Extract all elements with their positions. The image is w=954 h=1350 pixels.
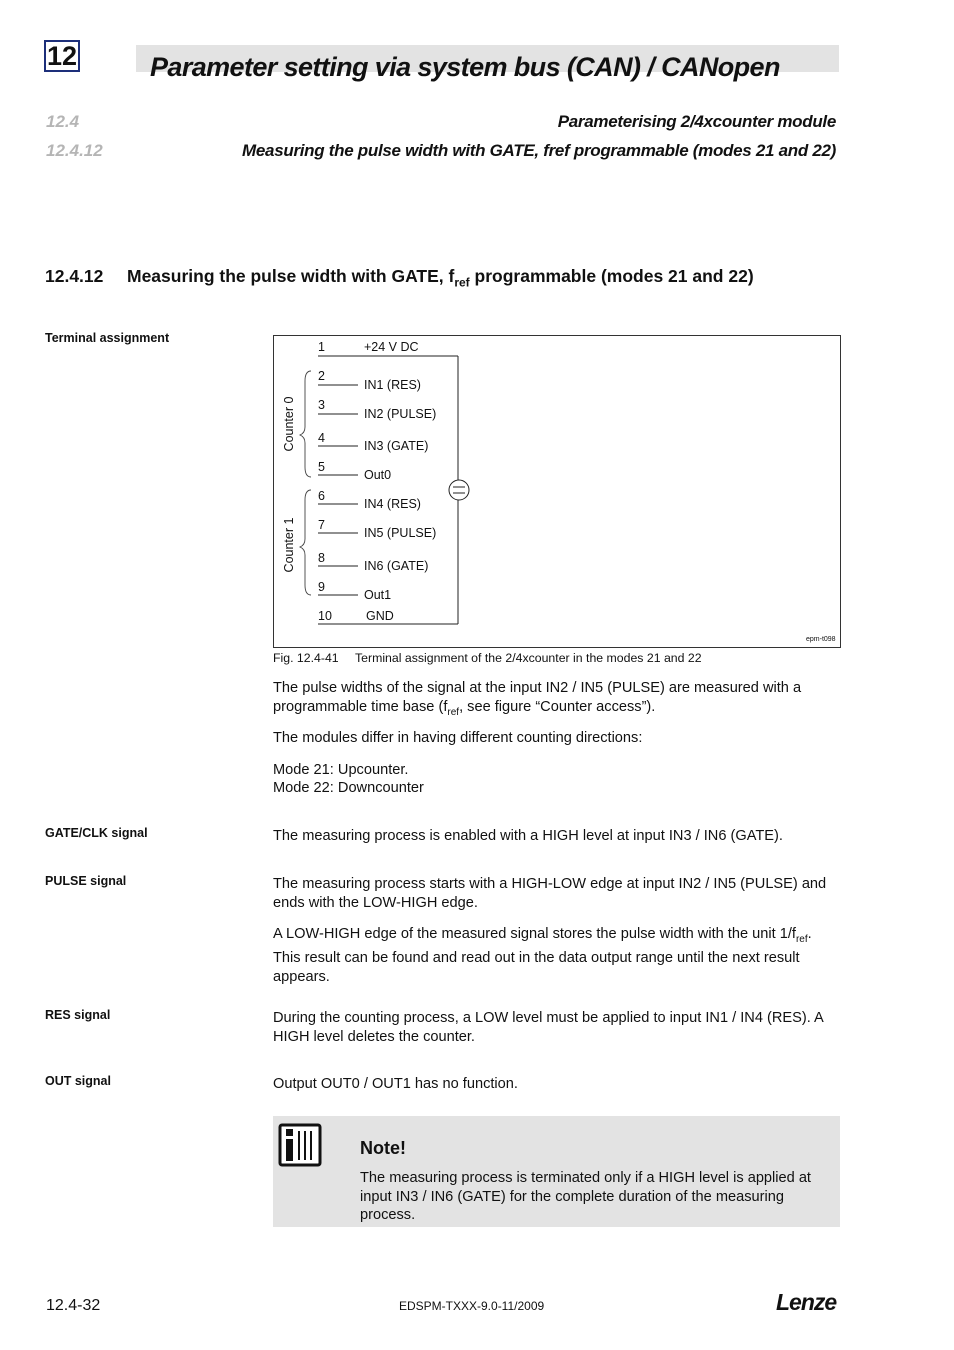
breadcrumb-number-2: 12.4.12 xyxy=(46,141,103,160)
terminal-label: IN2 (PULSE) xyxy=(364,407,437,421)
document-id: EDSPM-TXXX-9.0-11/2009 xyxy=(399,1299,545,1313)
mode-22-line: Mode 22: Downcounter xyxy=(273,780,424,796)
note-text: The measuring process is terminated only if a HIGH level is applied at input IN3 / IN6 (GATE) for the complete duration of the measuring process. xyxy=(360,1170,811,1223)
section-title-part: Measuring the pulse width with GATE, f xyxy=(127,266,455,286)
paragraph-sub: ref xyxy=(447,706,460,718)
terminal-number: 4 xyxy=(318,431,325,445)
counter-1-label: Counter 1 xyxy=(282,517,296,573)
paragraph-modes-intro: The modules differ in having different counting directions: xyxy=(273,730,643,746)
terminal-number: 7 xyxy=(318,518,325,532)
terminal-number: 1 xyxy=(318,340,325,354)
paragraph-text: . This result can be found and read out in the data output range until the next result appears. xyxy=(273,926,812,985)
terminal-number: 5 xyxy=(318,460,325,474)
page-number: 12.4-32 xyxy=(46,1297,101,1314)
paragraph-res: During the counting process, a LOW level must be applied to input IN1 / IN4 (RES). A HIGH level deletes the counter. xyxy=(273,1010,823,1045)
terminal-label: IN4 (RES) xyxy=(364,497,421,511)
section-title-part: programmable (modes 21 and 22) xyxy=(469,266,754,286)
mode-21-line: Mode 21: Upcounter. xyxy=(273,762,409,778)
terminal-number: 2 xyxy=(318,369,325,383)
paragraph-pulse-2 xyxy=(273,925,841,986)
terminal-label: Out0 xyxy=(364,468,392,482)
side-label-pulse: PULSE signal xyxy=(45,874,127,888)
terminal-number: 10 xyxy=(318,609,332,623)
terminal-number: 6 xyxy=(318,489,325,503)
info-icon xyxy=(278,1123,322,1167)
figure-caption-text: Terminal assignment of the 2/4xcounter in the modes 21 and 22 xyxy=(355,651,702,665)
paragraph-text: The pulse widths of the signal at the input IN2 / IN5 (PULSE) are measured with a programmable time base (f xyxy=(273,680,802,715)
section-number: 12.4.12 xyxy=(45,266,104,286)
terminal-number: 9 xyxy=(318,580,325,594)
figure-caption xyxy=(273,651,702,665)
section-title-sub: ref xyxy=(454,275,470,290)
counter-1-brace xyxy=(300,490,311,595)
breadcrumb-number-1: 12.4 xyxy=(46,112,80,131)
section-heading xyxy=(45,266,754,290)
terminal-diagram xyxy=(273,335,839,646)
shield-ground-icon xyxy=(449,480,469,500)
paragraph-text: A LOW-HIGH edge of the measured signal stores the pulse width with the unit 1/f xyxy=(273,926,796,942)
counter-0-label: Counter 0 xyxy=(282,396,296,452)
paragraph-sub: ref xyxy=(795,933,808,945)
paragraph-gate: The measuring process is enabled with a HIGH level at input IN3 / IN6 (GATE). xyxy=(273,828,783,844)
counter-0-brace xyxy=(300,371,311,477)
terminal-label: +24 V DC xyxy=(364,340,419,354)
side-label-out: OUT signal xyxy=(45,1074,111,1088)
terminal-label: IN5 (PULSE) xyxy=(364,526,437,540)
terminal-number: 8 xyxy=(318,551,325,565)
paragraph-pulse-width xyxy=(273,679,841,722)
chapter-title: Parameter setting via system bus (CAN) / CANopen xyxy=(150,52,780,82)
side-label-gate: GATE/CLK signal xyxy=(45,826,148,840)
breadcrumb-title-2: Measuring the pulse width with GATE, fref programmable (modes 21 and 22) xyxy=(242,141,836,160)
figure-code: epm-t098 xyxy=(806,636,836,643)
terminal-label: IN3 (GATE) xyxy=(364,439,429,453)
figure-caption-number: Fig. 12.4-41 xyxy=(273,651,339,665)
chapter-number: 12 xyxy=(44,40,80,72)
terminal-label: GND xyxy=(366,609,394,623)
side-label-terminal: Terminal assignment xyxy=(45,331,170,345)
terminal-label: Out1 xyxy=(364,588,392,602)
breadcrumb-title-1: Parameterising 2/4xcounter module xyxy=(557,112,836,131)
terminal-number: 3 xyxy=(318,398,325,412)
terminal-label: IN1 (RES) xyxy=(364,378,421,392)
paragraph-text: , see figure “Counter access”). xyxy=(459,698,656,715)
paragraph-pulse-1: The measuring process starts with a HIGH-LOW edge at input IN2 / IN5 (PULSE) and ends with the LOW-HIGH edge. xyxy=(273,876,827,911)
paragraph-out: Output OUT0 / OUT1 has no function. xyxy=(273,1076,518,1092)
note-title: Note! xyxy=(360,1138,406,1158)
lenze-logo: Lenze xyxy=(776,1289,837,1315)
side-label-res: RES signal xyxy=(45,1008,111,1022)
terminal-label: IN6 (GATE) xyxy=(364,559,429,573)
